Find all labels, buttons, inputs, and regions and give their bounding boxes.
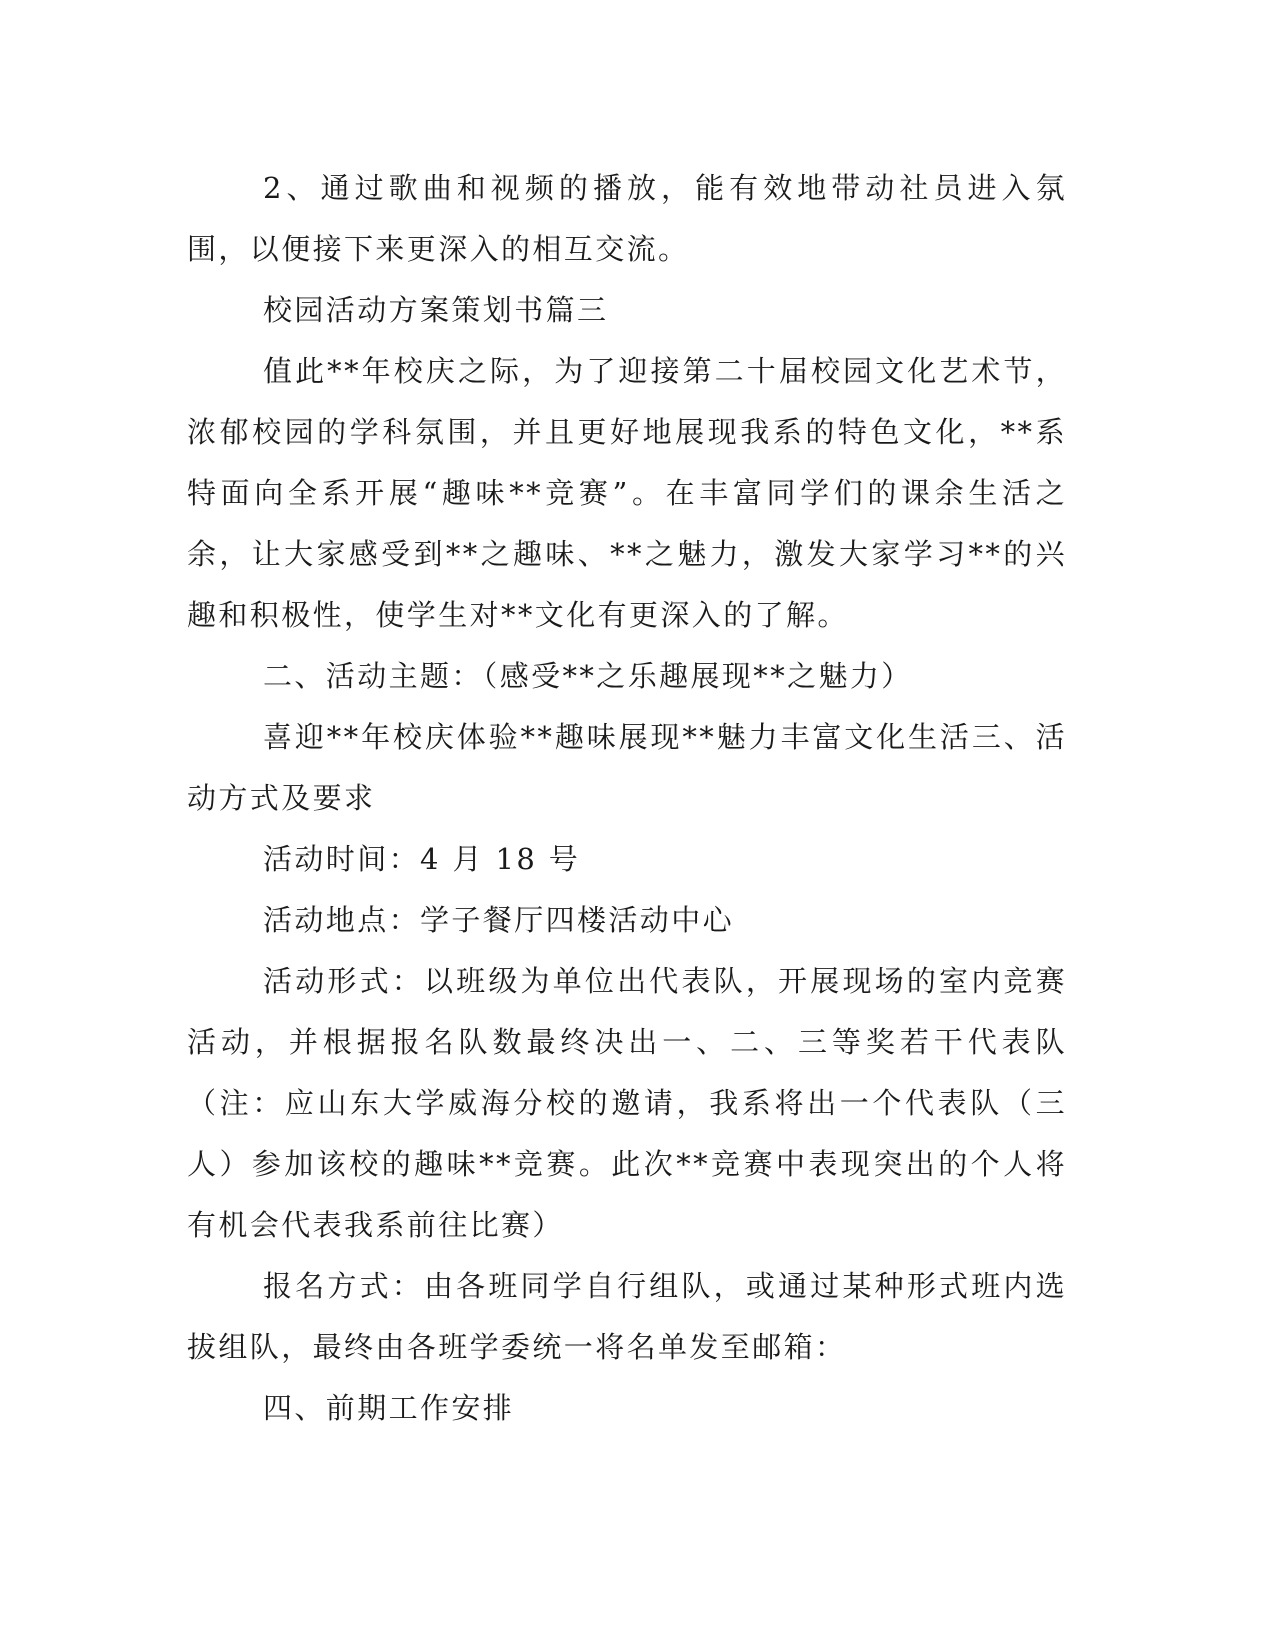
paragraph-1: 2、通过歌曲和视频的播放，能有效地带动社员进入氛围，以便接下来更深入的相互交流。 <box>187 171 1067 266</box>
activity-format: 活动形式：以班级为单位出代表队，开展现场的室内竞赛活动，并根据报名队数最终决出一、二、三等奖若干代表队（注：应山东大学威海分校的邀请，我系将出一个代表队（三人）参加该校的趣味**竞赛。此次**竞赛中表现突出的个人将有机会代表我系前往比赛） <box>187 964 1067 1242</box>
registration-method: 报名方式：由各班同学自行组队，或通过某种形式班内选拔组队，最终由各班学委统一将名单发至邮箱： <box>187 1269 1067 1364</box>
paragraph-theme-detail: 喜迎**年校庆体验**趣味展现**魅力丰富文化生活三、活动方式及要求 <box>187 720 1067 815</box>
section-heading-theme: 二、活动主题：（感受**之乐趣展现**之魅力） <box>263 659 913 693</box>
paragraph-intro: 值此**年校庆之际，为了迎接第二十届校园文化艺术节，浓郁校园的学科氛围，并且更好地展现我系的特色文化，**系特面向全系开展“趣味**竞赛”。在丰富同学们的课余生活之余，让大家感受到**之趣味、**之魅力，激发大家学习**的兴趣和积极性，使学生对**文化有更深入的了解。 <box>187 354 1067 632</box>
section-heading-preparation: 四、前期工作安排 <box>263 1391 515 1425</box>
section-heading-part-3: 校园活动方案策划书篇三 <box>263 293 609 327</box>
document-body <box>187 158 1067 1439</box>
activity-time: 活动时间：4 月 18 号 <box>263 842 581 876</box>
activity-location: 活动地点：学子餐厅四楼活动中心 <box>263 903 735 937</box>
